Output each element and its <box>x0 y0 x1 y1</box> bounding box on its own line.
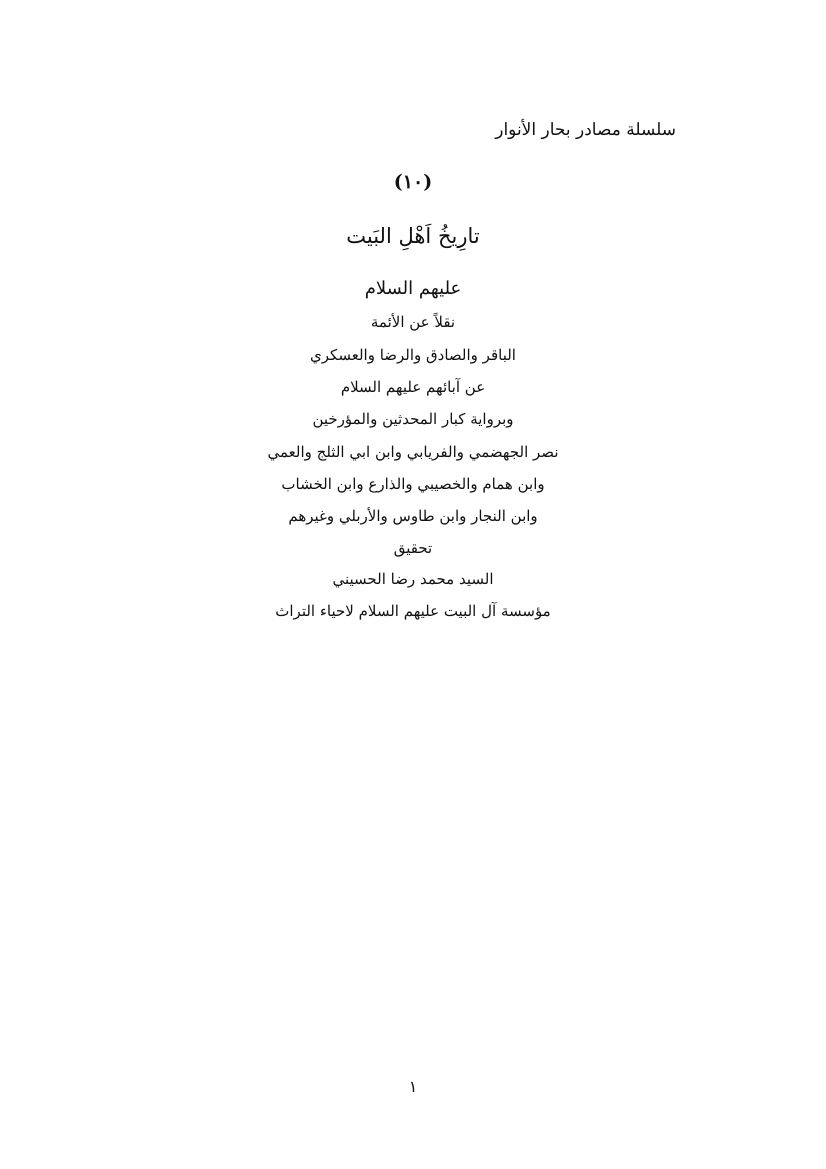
volume-number: (١٠) <box>393 171 433 193</box>
publisher-name: مؤسسة آل البيت عليهم السلام لاحياء التراث <box>275 602 551 620</box>
imams-line: الباقر والصادق والرضا والعسكري <box>310 346 516 364</box>
editing-label: تحقيق <box>393 539 433 557</box>
book-title: تارِيخُ اَهْلِ البَيت <box>346 224 480 248</box>
narration-source-line: نقلاً عن الأئمة <box>370 313 456 331</box>
page-number: ١ <box>408 1077 418 1096</box>
narrators-line-2: وابن همام والخصيبي والذارع وابن الخشاب <box>281 475 545 493</box>
ancestors-line: عن آبائهم عليهم السلام <box>340 378 486 396</box>
book-subtitle: عليهم السلام <box>364 278 462 299</box>
editor-name: السيد محمد رضا الحسيني <box>332 570 494 588</box>
series-title: سلسلة مصادر بحار الأنوار <box>495 120 676 140</box>
narrators-line-1: نصر الجهضمي والفريابي وابن ابي الثلج والعمي <box>267 443 559 461</box>
narrators-line-3: وابن النجار وابن طاوس والأربلي وغيرهم <box>288 507 538 525</box>
narrators-intro-line: وبرواية كبار المحدثين والمؤرخين <box>312 410 514 428</box>
